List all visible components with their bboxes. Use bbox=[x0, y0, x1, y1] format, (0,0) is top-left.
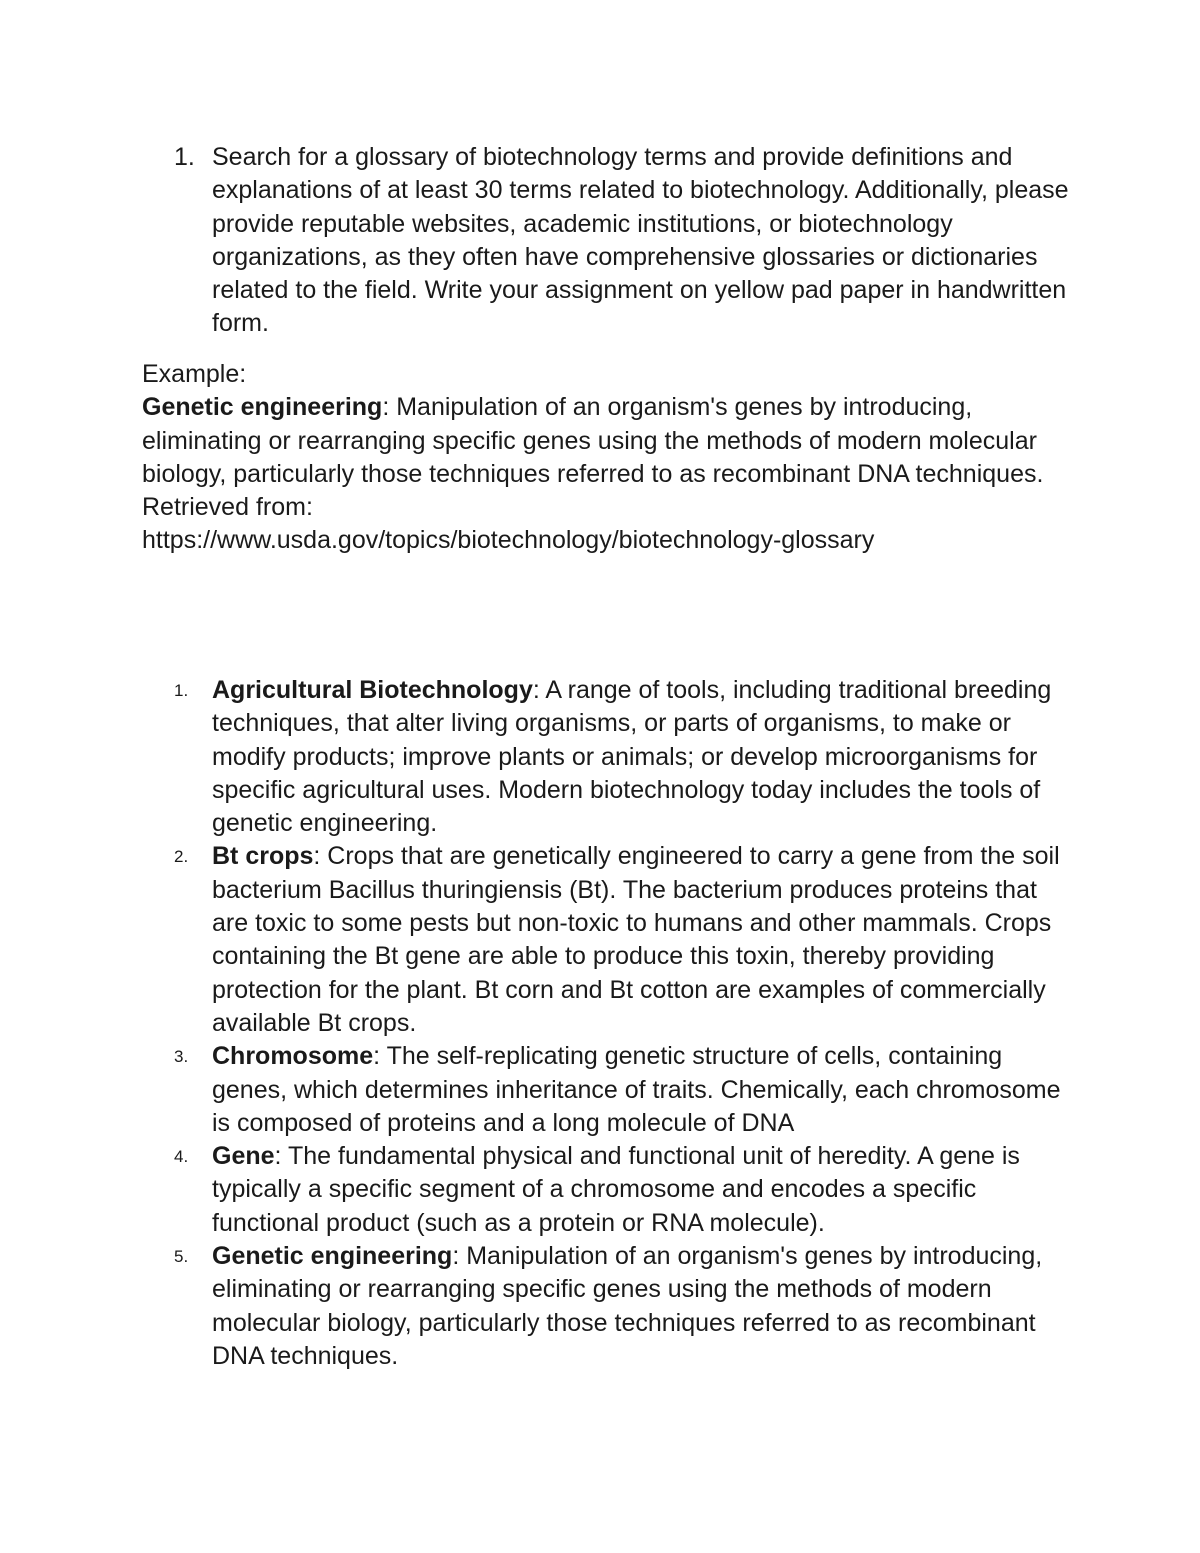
glossary-item-body bbox=[212, 1040, 1074, 1140]
example-source-url: https://www.usda.gov/topics/biotechnology/biotechnology-glossary bbox=[142, 526, 875, 555]
instruction-text: Search for a glossary of biotechnology terms and provide definitions and explanations of at least 30 terms related to biotechnology. Additionally, please provide reputable websites, academic institutions, or biotechnology organizations, as they often have comprehensive glossaries or dictionaries related to the field. Write your assignment on yellow pad paper in handwritten form. bbox=[212, 143, 1069, 338]
example-definition: : Manipulation of an organism's genes by introducing, eliminating or rearranging specific genes using the methods of modern molecular biology, particularly those techniques referred to as recombinant DNA techniques. Retrieved from: bbox=[142, 393, 1044, 522]
glossary-item-body bbox=[212, 1240, 1074, 1373]
glossary-definition: : Crops that are genetically engineered to carry a gene from the soil bacterium Bacillus thuringiensis (Bt). The bacterium produces proteins that are toxic to some pests but non-toxic to humans and other mammals. Crops containing the Bt gene are able to produce this toxin, thereby providing protection for the plant. Bt corn and Bt cotton are examples of commercially available Bt crops. bbox=[212, 842, 1060, 1037]
example-term: Genetic engineering bbox=[142, 393, 383, 422]
glossary-item-number: 1. bbox=[174, 681, 189, 700]
glossary-term: Agricultural Biotechnology bbox=[212, 676, 533, 704]
glossary-item bbox=[174, 840, 1074, 1040]
glossary-item bbox=[174, 1240, 1074, 1373]
glossary-item bbox=[174, 1040, 1074, 1140]
glossary-item-number: 2. bbox=[174, 847, 189, 867]
glossary-definition: : Manipulation of an organism's genes by introducing, eliminating or rearranging specific genes using the methods of modern molecular biology, particularly those techniques referred to as recombinant DNA techniques. bbox=[212, 1242, 1043, 1370]
assignment-instruction bbox=[174, 141, 1074, 341]
glossary-item bbox=[174, 674, 1074, 840]
glossary-item bbox=[174, 1140, 1074, 1240]
glossary-item-body bbox=[212, 1140, 1074, 1240]
glossary-item-body bbox=[212, 840, 1074, 1040]
instruction-number: 1. bbox=[174, 143, 195, 171]
example-heading: Example: bbox=[142, 360, 247, 388]
glossary-term: Gene bbox=[212, 1142, 275, 1171]
glossary-term: Genetic engineering bbox=[212, 1242, 453, 1271]
glossary-term: Bt crops bbox=[212, 842, 314, 871]
example-block bbox=[142, 358, 1082, 558]
glossary-item-body bbox=[212, 674, 1074, 840]
glossary-list bbox=[174, 674, 1074, 1373]
example-entry bbox=[142, 391, 1082, 524]
glossary-definition: : A range of tools, including traditional breeding techniques, that alter living organisms, or parts of organisms, to make or modify products; improve plants or animals; or develop microorganisms for specific agricultural uses. Modern biotechnology today includes the tools of genetic engineering. bbox=[212, 676, 1052, 838]
glossary-item-number: 4. bbox=[174, 1147, 189, 1167]
glossary-definition: : The self-replicating genetic structure of cells, containing genes, which determines inheritance of traits. Chemically, each chromosome is composed of proteins and a long molecule of DNA bbox=[212, 1042, 1061, 1137]
glossary-item-number: 3. bbox=[174, 1047, 189, 1067]
glossary-definition: : The fundamental physical and functional unit of heredity. A gene is typically a specific segment of a chromosome and encodes a specific functional product (such as a protein or RNA molecule). bbox=[212, 1142, 1020, 1237]
glossary-item-number: 5. bbox=[174, 1247, 189, 1267]
glossary-term: Chromosome bbox=[212, 1042, 374, 1071]
